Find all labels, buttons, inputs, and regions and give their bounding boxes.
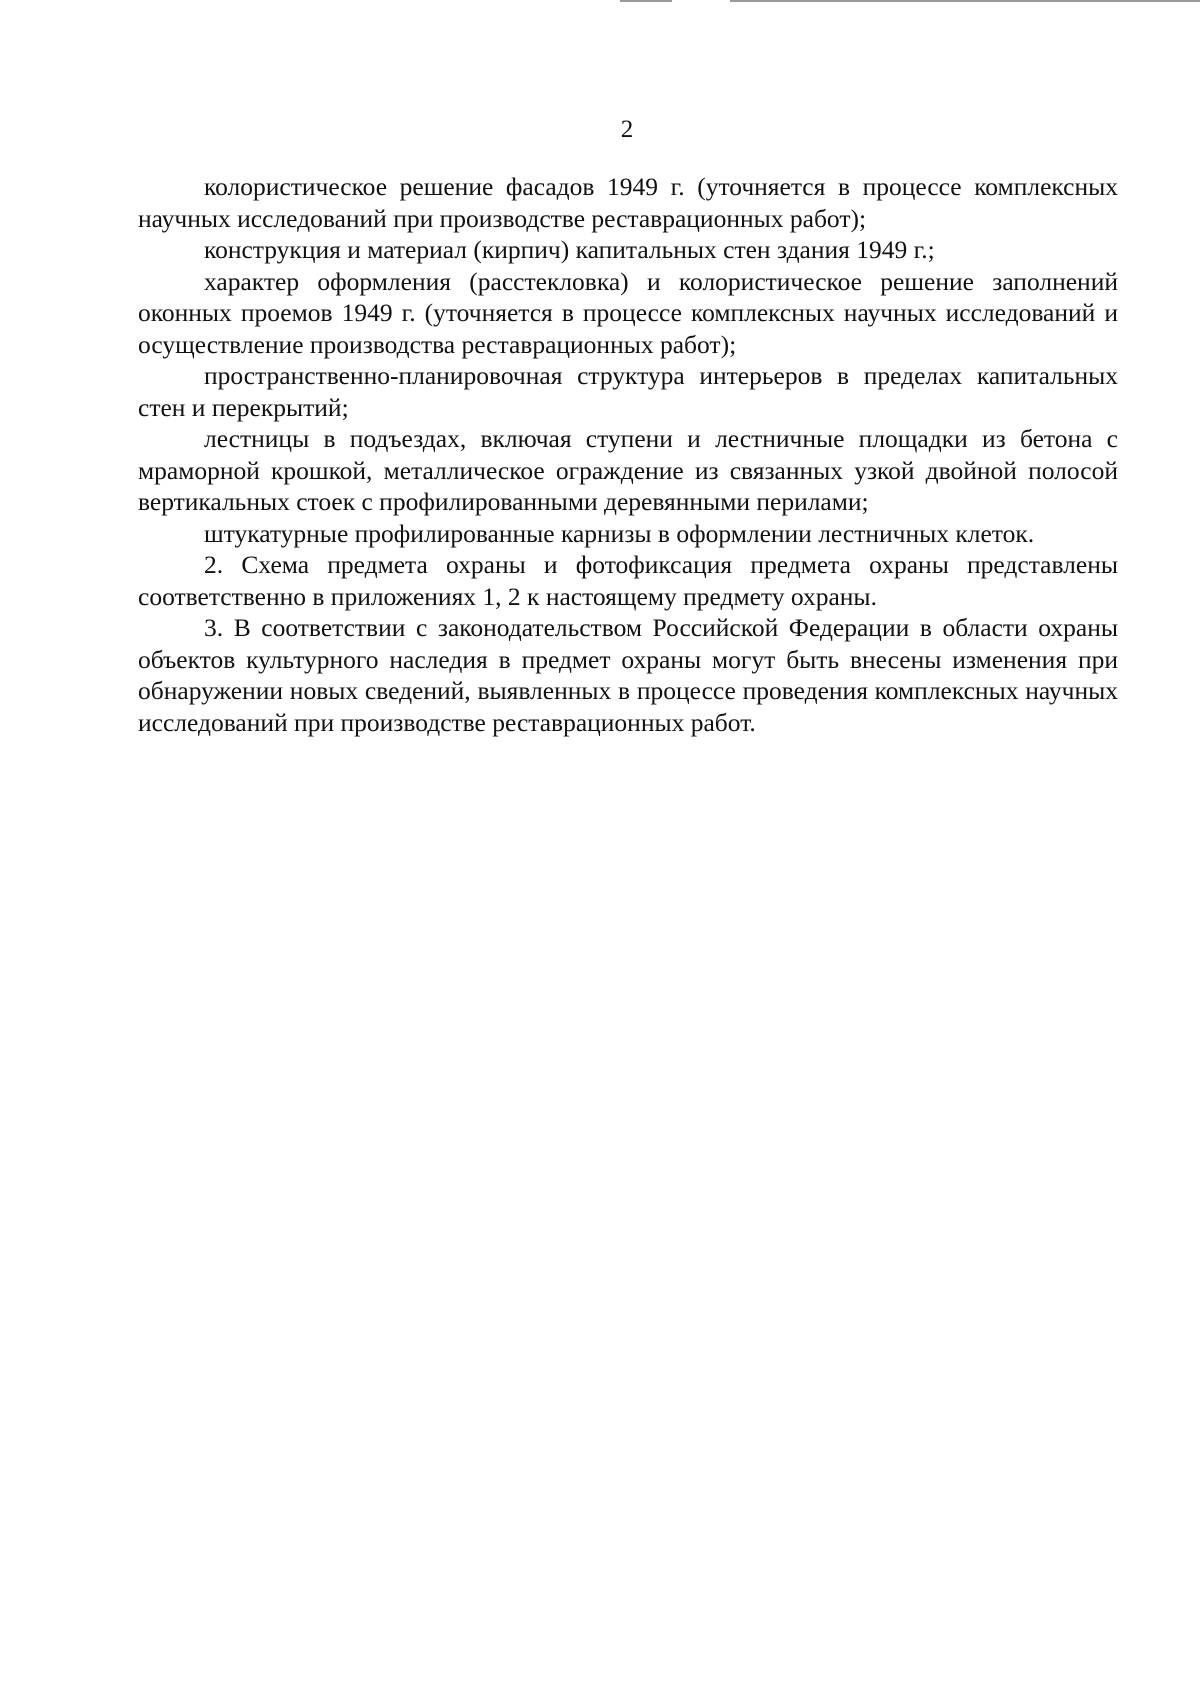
paragraph-interior-structure: пространственно-планировочная структура интерьеров в пределах капитальных стен и перекрытий;: [138, 361, 1118, 422]
paragraph-item-3: 3. В соответствии с законодательством Российской Федерации в области охраны объектов культурного наследия в предмет охраны могут быть внесены изменения при обнаружении новых сведений, выявленных в процессе проведения комплексных научных исследований при производстве реставрационных работ.: [138, 613, 1118, 737]
page-number: 2: [620, 116, 634, 143]
paragraph-windows: характер оформления (расстекловка) и колористическое решение заполнений оконных проемов 1949 г. (уточняется в процессе комплексных научных исследований и осуществление производства реставрационных работ);: [138, 266, 1118, 359]
paragraph-stairs: лестницы в подъездах, включая ступени и лестничные площадки из бетона с мраморной крошкой, металлическое ограждение из связанных узкой двойной полосой вертикальных стоек с профилированными деревянными перилами;: [138, 424, 1118, 516]
scan-edge-mark: [620, 0, 672, 2]
paragraph-walls: конструкция и материал (кирпич) капитальных стен здания 1949 г.;: [204, 235, 935, 264]
paragraph-cornices: штукатурные профилированные карнизы в оформлении лестничных клеток.: [204, 518, 1035, 548]
scan-edge-mark: [730, 0, 1200, 2]
paragraph-item-2: 2. Схема предмета охраны и фотофиксация предмета охраны представлены соответственно в приложениях 1, 2 к настоящему предмету охраны.: [138, 550, 1118, 611]
paragraph-facade-color: колористическое решение фасадов 1949 г. (уточняется в процессе комплексных научных исследований при производстве реставрационных работ);: [138, 172, 1118, 233]
document-body: [138, 171, 1118, 738]
